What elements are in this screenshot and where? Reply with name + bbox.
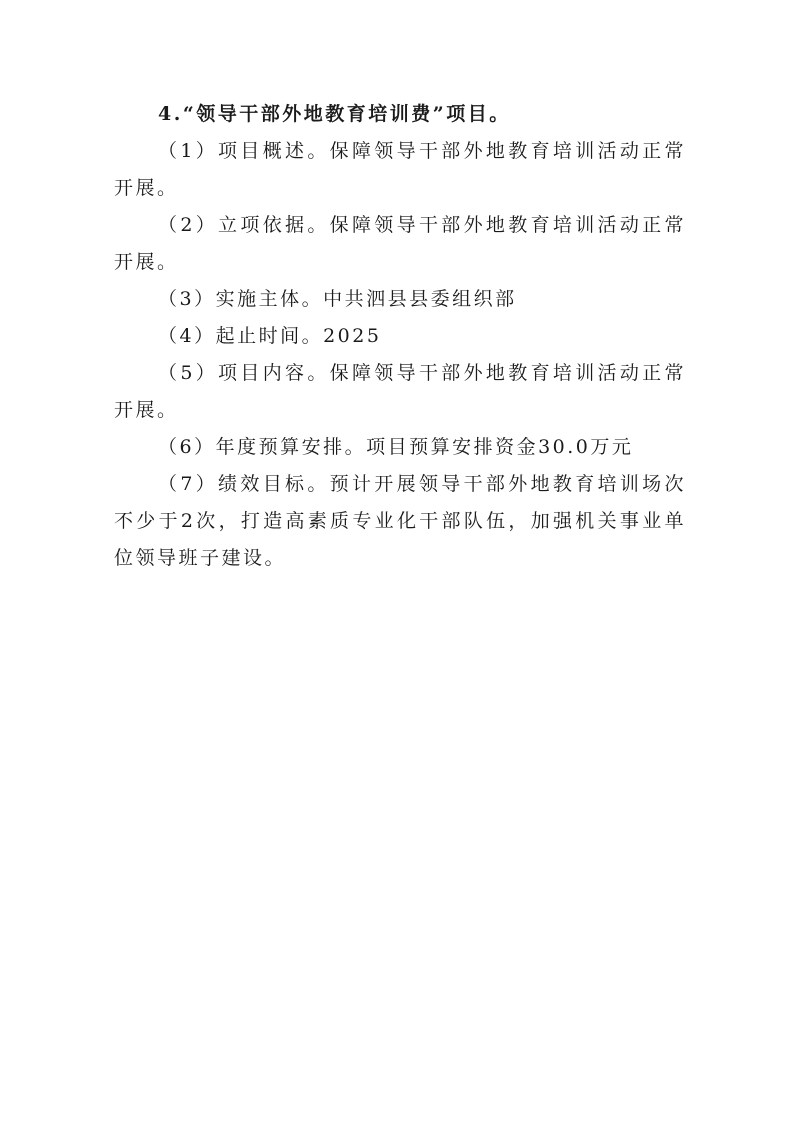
- paragraph-budget: （6）年度预算安排。项目预算安排资金30.0万元: [158, 436, 634, 458]
- paragraph-content: （5）项目内容。保障领导干部外地教育培训活动正常开展。: [114, 362, 686, 421]
- paragraph-period: （4）起止时间。2025: [158, 325, 382, 347]
- section-heading: 4.“领导干部外地教育培训费”项目。: [158, 103, 511, 125]
- paragraph-implementer: （3）实施主体。中共泗县县委组织部: [158, 288, 517, 310]
- paragraph-goals: （7）绩效目标。预计开展领导干部外地教育培训场次不少于2次，打造高素质专业化干部队伍，加强机关事业单位领导班子建设。: [114, 473, 686, 569]
- paragraph-basis: （2）立项依据。保障领导干部外地教育培训活动正常开展。: [114, 214, 686, 273]
- document-body: [114, 96, 686, 577]
- paragraph-overview: （1）项目概述。保障领导干部外地教育培训活动正常开展。: [114, 140, 686, 199]
